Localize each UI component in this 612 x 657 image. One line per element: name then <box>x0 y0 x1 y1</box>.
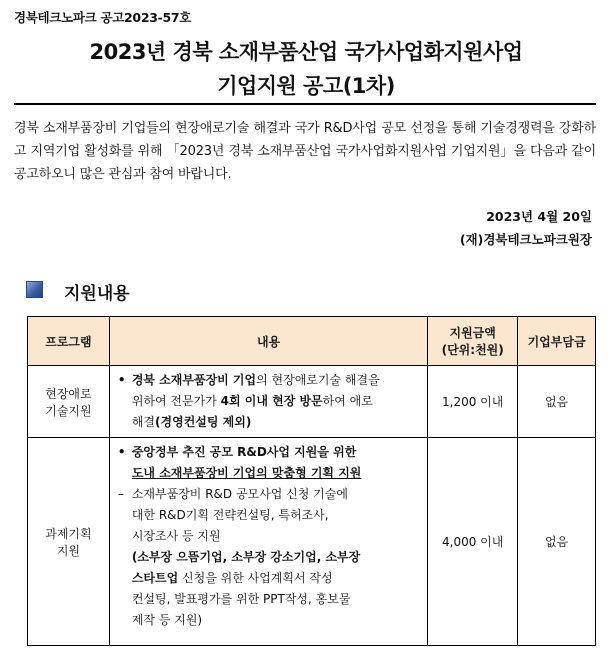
content-line: 소재부품장비 R&D 공모사업 신청 기술에 <box>131 487 348 501</box>
header-amount-line1: 지원금액 <box>449 326 496 340</box>
table-row <box>28 438 596 646</box>
burden-cell: 없음 <box>518 438 596 646</box>
content-bullet <box>118 442 419 463</box>
intro-paragraph: 경북 소재부품장비 기업들의 현장애로기술 해결과 국가 R&D사업 공모 선정을 통해 기술경쟁력을 강화하고 지역기업 활성화를 위해 「2023년 경북 소재부품산업 국가사업화지원사업 기업지원」을 다음과 같이 공고하오니 많은 관심과 참여 바랍니다. <box>14 121 596 182</box>
content-line: 중앙정부 추진 공모 R&D사업 지원을 위한 <box>131 445 357 459</box>
support-table <box>27 316 596 646</box>
bullet-mark: • <box>117 445 126 459</box>
content-line: (소부장 으뜸기업, 소부장 강소기업, 소부장 <box>131 550 361 564</box>
header-amount-line2: (단위:천원) <box>441 343 504 357</box>
content-cell <box>109 366 427 438</box>
issuer: (재)경북테크노파크원장 <box>459 232 592 247</box>
announcement-date: 2023년 4월 20일 <box>486 209 592 224</box>
program-line2: 기술지원 <box>45 403 92 418</box>
content-cell <box>109 438 427 646</box>
content-line: 컨설팅, 발표평가를 위한 PPT작성, 홍보물 <box>131 592 351 606</box>
program-line2: 지원 <box>56 543 81 558</box>
header-program: 프로그램 <box>28 317 110 366</box>
amount-cell: 4,000 이내 <box>428 438 518 646</box>
content-line: 위하여 전문가가 4회 이내 현장 방문하여 애로 <box>131 394 373 408</box>
section-square-icon <box>26 281 43 298</box>
program-line1: 과제기획 <box>45 526 92 541</box>
content-line: 도내 소재부품장비 기업의 맞춤형 기획 지원 <box>131 466 362 480</box>
content-line: 스타트업 신청을 위한 사업계획서 작성 <box>131 571 333 585</box>
bullet-mark: • <box>117 373 126 387</box>
title-divider <box>14 103 596 105</box>
dash-mark: – <box>117 487 124 501</box>
table-header-row <box>28 317 596 366</box>
content-line: 제작 등 지원) <box>131 613 203 627</box>
page-title-line2: 기업지원 공고(1차) <box>217 74 395 98</box>
content-dash-item <box>118 484 419 505</box>
amount-cell: 1,200 이내 <box>428 366 518 438</box>
program-line1: 현장애로 <box>45 386 92 401</box>
content-bullet <box>118 370 419 391</box>
notice-number: 경북테크노파크 공고2023-57호 <box>14 10 192 25</box>
header-burden: 기업부담금 <box>518 317 596 366</box>
header-amount <box>428 317 518 366</box>
program-cell <box>28 366 110 438</box>
burden-cell: 없음 <box>518 366 596 438</box>
content-line: 대한 R&D기획 전략컨설팅, 특허조사, <box>131 508 329 522</box>
page-title-line1: 2023년 경북 소재부품산업 국가사업화지원사업 <box>89 40 523 64</box>
program-cell <box>28 438 110 646</box>
content-line: 시장조사 등 지원 <box>131 529 221 543</box>
table-row <box>28 366 596 438</box>
section-title: 지원내용 <box>64 284 130 304</box>
content-line: 경북 소재부품장비 기업의 현장애로기술 해결을 <box>131 373 380 387</box>
header-content: 내용 <box>109 317 427 366</box>
content-line: 해결(경영컨설팅 제외) <box>131 415 252 429</box>
